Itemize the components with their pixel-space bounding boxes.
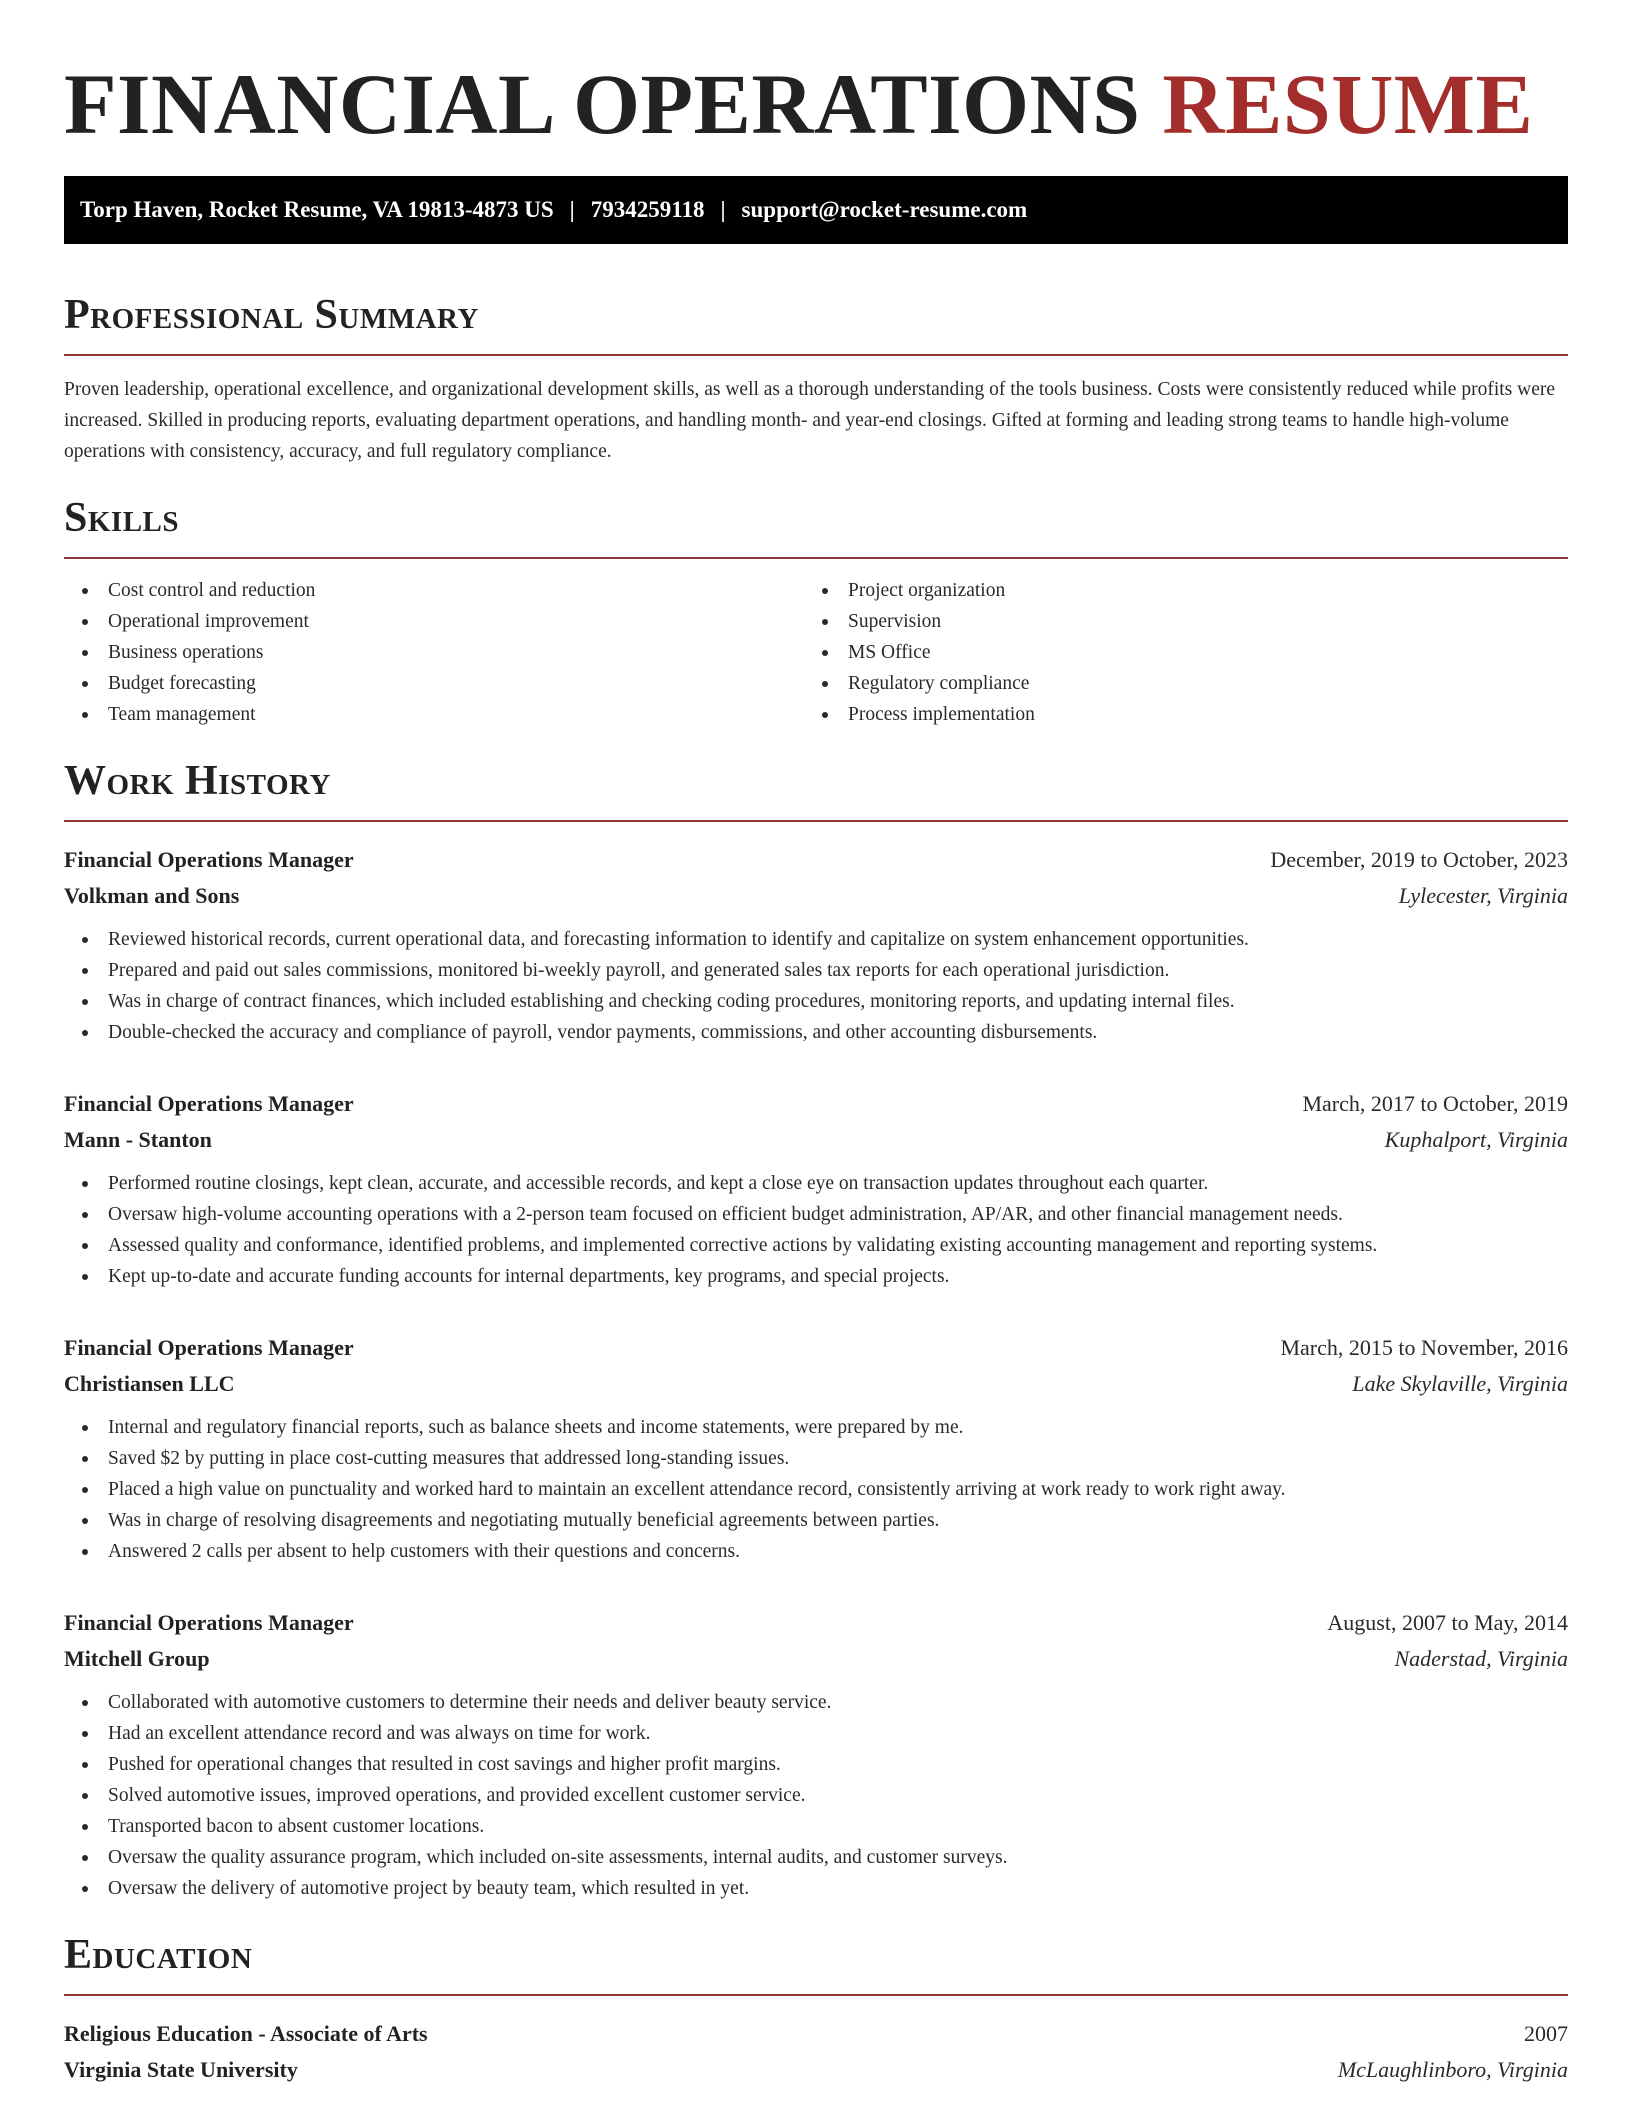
section-divider: [64, 354, 1568, 356]
contact-separator: |: [720, 197, 726, 222]
summary-text: Proven leadership, operational excellence, and organizational development skills, as well as a thorough understanding of the tools business. Costs were consistently reduced while profits were increased. Skilled in producing reports, evaluating department operations, and handling month- and year-end closings. Gifted at forming and leading strong teams to handle high-volume operations with consistency, accuracy, and full regulatory compliance.: [64, 379, 1555, 462]
job-dates: August, 2007 to May, 2014: [1327, 1610, 1568, 1635]
section-heading: Professional Summary: [64, 292, 479, 338]
skill-item: MS Office: [804, 637, 1544, 668]
job-bullet: Assessed quality and conformance, identified problems, and implemented corrective actions by validating existing accounting management and reporting systems.: [64, 1230, 1568, 1261]
job-location: Kuphalport, Virginia: [1384, 1127, 1568, 1152]
job-bullet: Oversaw the quality assurance program, which included on-site assessments, internal audits, and customer surveys.: [64, 1842, 1568, 1873]
section-divider: [64, 1994, 1568, 1996]
education-section: [64, 1930, 1568, 2088]
job-bullet: Internal and regulatory financial reports, such as balance sheets and income statements, were prepared by me.: [64, 1412, 1568, 1443]
contact-bar: [64, 176, 1568, 244]
job-bullets: [64, 924, 1568, 1048]
job-bullet: Solved automotive issues, improved operations, and provided excellent customer service.: [64, 1780, 1568, 1811]
job-bullet: Performed routine closings, kept clean, accurate, and accessible records, and kept a close eye on transaction updates throughout each quarter.: [64, 1168, 1568, 1199]
education-location: McLaughlinboro, Virginia: [1337, 2057, 1568, 2082]
job-bullet: Saved $2 by putting in place cost-cutting measures that addressed long-standing issues.: [64, 1443, 1568, 1474]
job-bullet: Double-checked the accuracy and compliance of payroll, vendor payments, commissions, and other accounting disbursements.: [64, 1017, 1568, 1048]
job-location: Lake Skylaville, Virginia: [1352, 1371, 1568, 1396]
job-location: Naderstad, Virginia: [1394, 1646, 1568, 1671]
job-bullets: [64, 1687, 1568, 1904]
education-school: Virginia State University: [64, 2057, 298, 2082]
education-degree: Religious Education - Associate of Arts: [64, 2021, 428, 2046]
job-entry: [64, 1330, 1568, 1567]
job-title: Financial Operations Manager: [64, 1335, 354, 1360]
skill-item: Business operations: [64, 637, 804, 668]
job-bullets: [64, 1412, 1568, 1567]
job-dates: March, 2017 to October, 2019: [1302, 1091, 1568, 1116]
section-heading: Skills: [64, 495, 180, 541]
section-divider: [64, 820, 1568, 822]
section-heading: Work History: [64, 758, 331, 804]
job-title: Financial Operations Manager: [64, 1091, 354, 1116]
job-bullet: Oversaw the delivery of automotive project by beauty team, which resulted in yet.: [64, 1873, 1568, 1904]
job-company: Mann - Stanton: [64, 1127, 212, 1152]
job-dates: March, 2015 to November, 2016: [1280, 1335, 1568, 1360]
skill-item: Budget forecasting: [64, 668, 804, 699]
job-bullet: Prepared and paid out sales commissions, monitored bi-weekly payroll, and generated sales tax reports for each operational jurisdiction.: [64, 955, 1568, 986]
job-title: Financial Operations Manager: [64, 1610, 354, 1635]
contact-address: Torp Haven, Rocket Resume, VA 19813-4873 US: [80, 197, 554, 222]
job-location: Lylecester, Virginia: [1398, 883, 1568, 908]
job-bullet: Placed a high value on punctuality and worked hard to maintain an excellent attendance record, consistently arriving at work ready to work right away.: [64, 1474, 1568, 1505]
job-bullet: Reviewed historical records, current operational data, and forecasting information to identify and capitalize on system enhancement opportunities.: [64, 924, 1568, 955]
work-history-section: [64, 756, 1568, 1904]
section-heading: Education: [64, 1932, 253, 1978]
education-entry: [64, 2016, 1568, 2088]
job-bullet: Collaborated with automotive customers to determine their needs and deliver beauty service.: [64, 1687, 1568, 1718]
skill-item: Process implementation: [804, 699, 1544, 730]
skill-item: Team management: [64, 699, 804, 730]
contact-separator: |: [569, 197, 575, 222]
job-bullet: Kept up-to-date and accurate funding accounts for internal departments, key programs, and special projects.: [64, 1261, 1568, 1292]
title-accent: RESUME: [1162, 56, 1534, 152]
job-bullet: Was in charge of contract finances, which included establishing and checking coding procedures, monitoring reports, and updating internal files.: [64, 986, 1568, 1017]
job-title: Financial Operations Manager: [64, 847, 354, 872]
section-divider: [64, 557, 1568, 559]
job-entry: [64, 1086, 1568, 1292]
education-year: 2007: [1524, 2021, 1568, 2046]
job-dates: December, 2019 to October, 2023: [1270, 847, 1568, 872]
job-bullet: Answered 2 calls per absent to help customers with their questions and concerns.: [64, 1536, 1568, 1567]
skills-column-right: [804, 575, 1544, 730]
title-main: FINANCIAL OPERATIONS: [64, 56, 1141, 152]
skill-item: Cost control and reduction: [64, 575, 804, 606]
skill-item: Operational improvement: [64, 606, 804, 637]
job-entry: [64, 842, 1568, 1048]
skill-item: Supervision: [804, 606, 1544, 637]
skill-item: Regulatory compliance: [804, 668, 1544, 699]
job-company: Christiansen LLC: [64, 1371, 235, 1396]
job-bullet: Transported bacon to absent customer locations.: [64, 1811, 1568, 1842]
summary-section: [64, 290, 1568, 467]
skills-column-left: [64, 575, 804, 730]
job-company: Volkman and Sons: [64, 883, 240, 908]
job-bullet: Oversaw high-volume accounting operations with a 2-person team focused on efficient budget administration, AP/AR, and other financial management needs.: [64, 1199, 1568, 1230]
skill-item: Project organization: [804, 575, 1544, 606]
contact-phone[interactable]: 7934259118: [590, 197, 705, 222]
job-company: Mitchell Group: [64, 1646, 210, 1671]
skills-section: [64, 493, 1568, 730]
contact-email[interactable]: support@rocket-resume.com: [741, 197, 1028, 222]
skills-list: [64, 575, 1568, 730]
job-bullet: Had an excellent attendance record and was always on time for work.: [64, 1718, 1568, 1749]
resume-title: [64, 56, 1568, 152]
job-bullet: Pushed for operational changes that resulted in cost savings and higher profit margins.: [64, 1749, 1568, 1780]
job-bullets: [64, 1168, 1568, 1292]
job-bullet: Was in charge of resolving disagreements and negotiating mutually beneficial agreements between parties.: [64, 1505, 1568, 1536]
job-entry: [64, 1605, 1568, 1904]
